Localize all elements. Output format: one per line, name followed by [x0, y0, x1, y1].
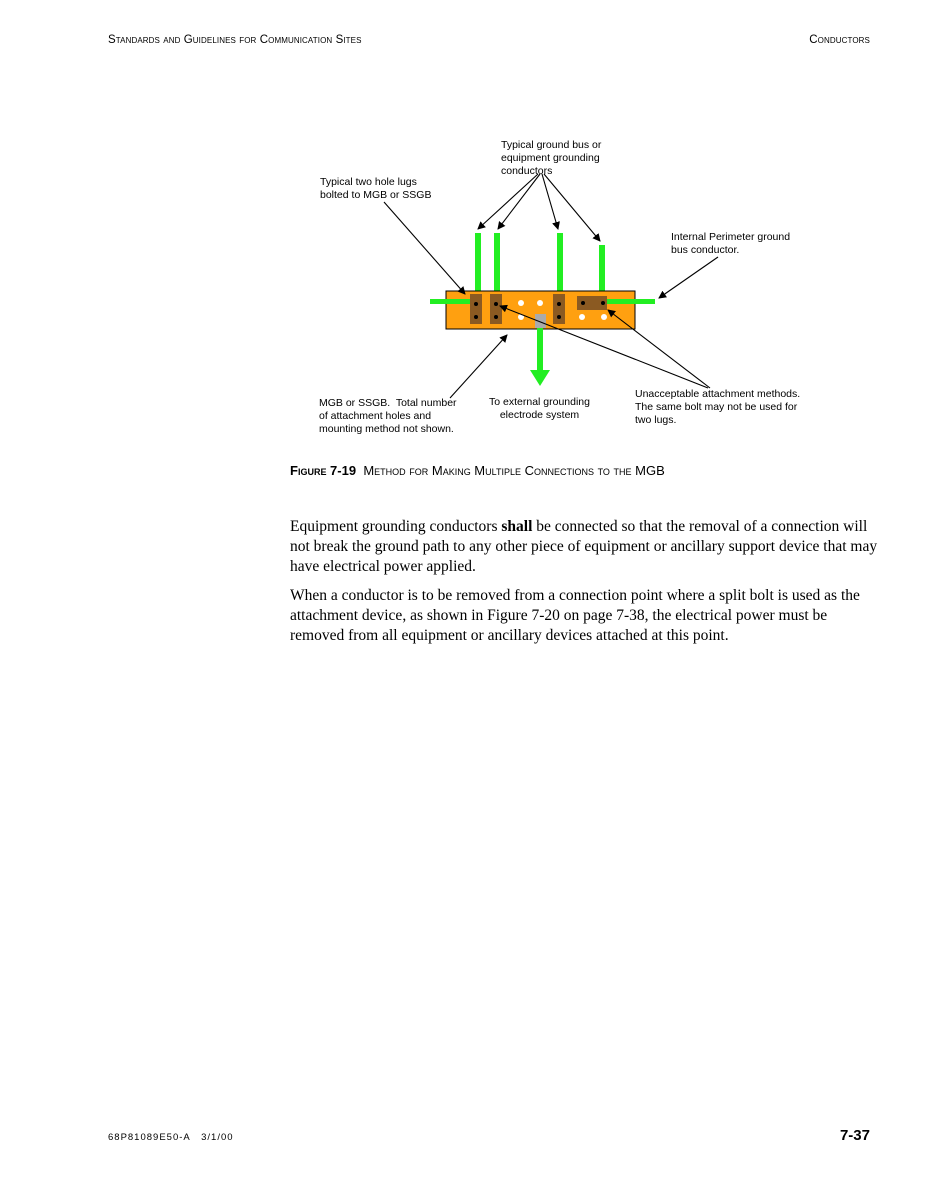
- lug: [553, 294, 565, 324]
- ground-conductor: [557, 233, 563, 298]
- external-conductor-arrowhead: [530, 370, 550, 386]
- figure-number: Figure 7-19: [290, 463, 357, 478]
- bolt: [557, 315, 561, 319]
- arrow-ground-bus-2: [498, 174, 540, 229]
- footer-doc-id: 68P81089E50-A 3/1/00: [108, 1132, 234, 1143]
- figure-title: Method for Making Multiple Connections to the MGB: [363, 463, 665, 478]
- figure-diagram: [300, 130, 840, 455]
- hole: [601, 314, 607, 320]
- bolt: [474, 302, 478, 306]
- label-unacceptable: Unacceptable attachment methods. The same bolt may not be used for two lugs.: [635, 388, 801, 426]
- perimeter-conductor-right: [603, 299, 655, 304]
- arrow-two-hole-lugs: [384, 202, 465, 294]
- arrow-ground-bus-4: [544, 174, 600, 241]
- bolt: [557, 302, 561, 306]
- p1-text-end: be connected so that the removal of a connection will not break the ground path to any other piece of equipment or ancillary support device that may have electrical power applied.: [290, 518, 878, 575]
- hole: [518, 300, 524, 306]
- body-paragraph: When a conductor is to be removed from a connection point where a split bolt is used as the attachment device, as shown in Figure 7-20 on page 7-38, the electrical power must be removed from all equipment or ancillary devices attached at this point.: [290, 587, 860, 644]
- lug: [490, 294, 502, 324]
- label-ground-bus: Typical ground bus or equipment grounding conductors: [501, 139, 602, 177]
- p1-bold-shall: shall: [501, 518, 533, 535]
- body-paragraph: [290, 517, 880, 577]
- arrow-internal-perimeter: [659, 257, 718, 298]
- running-header-title: Standards and Guidelines for Communication Sites: [108, 34, 362, 46]
- ground-conductor: [475, 233, 481, 298]
- bolt: [494, 302, 498, 306]
- label-internal-perimeter: Internal Perimeter ground bus conductor.: [671, 231, 791, 256]
- bolt: [474, 315, 478, 319]
- bolt: [601, 301, 605, 305]
- p1-text-start: Equipment grounding conductors: [290, 518, 502, 535]
- arrow-ground-bus-3: [542, 174, 558, 229]
- perimeter-conductor-left: [430, 299, 476, 304]
- arrow-mgb-note: [450, 335, 507, 398]
- arrow-ground-bus-1: [478, 174, 538, 229]
- label-mgb-note: MGB or SSGB. Total number of attachment holes and mounting method not shown.: [319, 397, 457, 435]
- lug: [470, 294, 482, 324]
- bolt: [581, 301, 585, 305]
- running-header-section: Conductors: [809, 34, 870, 46]
- bolt: [494, 315, 498, 319]
- hole: [579, 314, 585, 320]
- label-two-hole-lugs: Typical two hole lugs bolted to MGB or SSGB: [320, 176, 432, 201]
- ground-conductor: [494, 233, 500, 298]
- label-external: To external grounding electrode system: [489, 396, 590, 421]
- footer-page-number: 7-37: [839, 1127, 870, 1144]
- ground-conductor: [599, 245, 605, 298]
- arrow-unacceptable-2: [608, 310, 710, 388]
- hole: [537, 300, 543, 306]
- external-conductor: [537, 328, 543, 374]
- figure-caption: [290, 463, 665, 478]
